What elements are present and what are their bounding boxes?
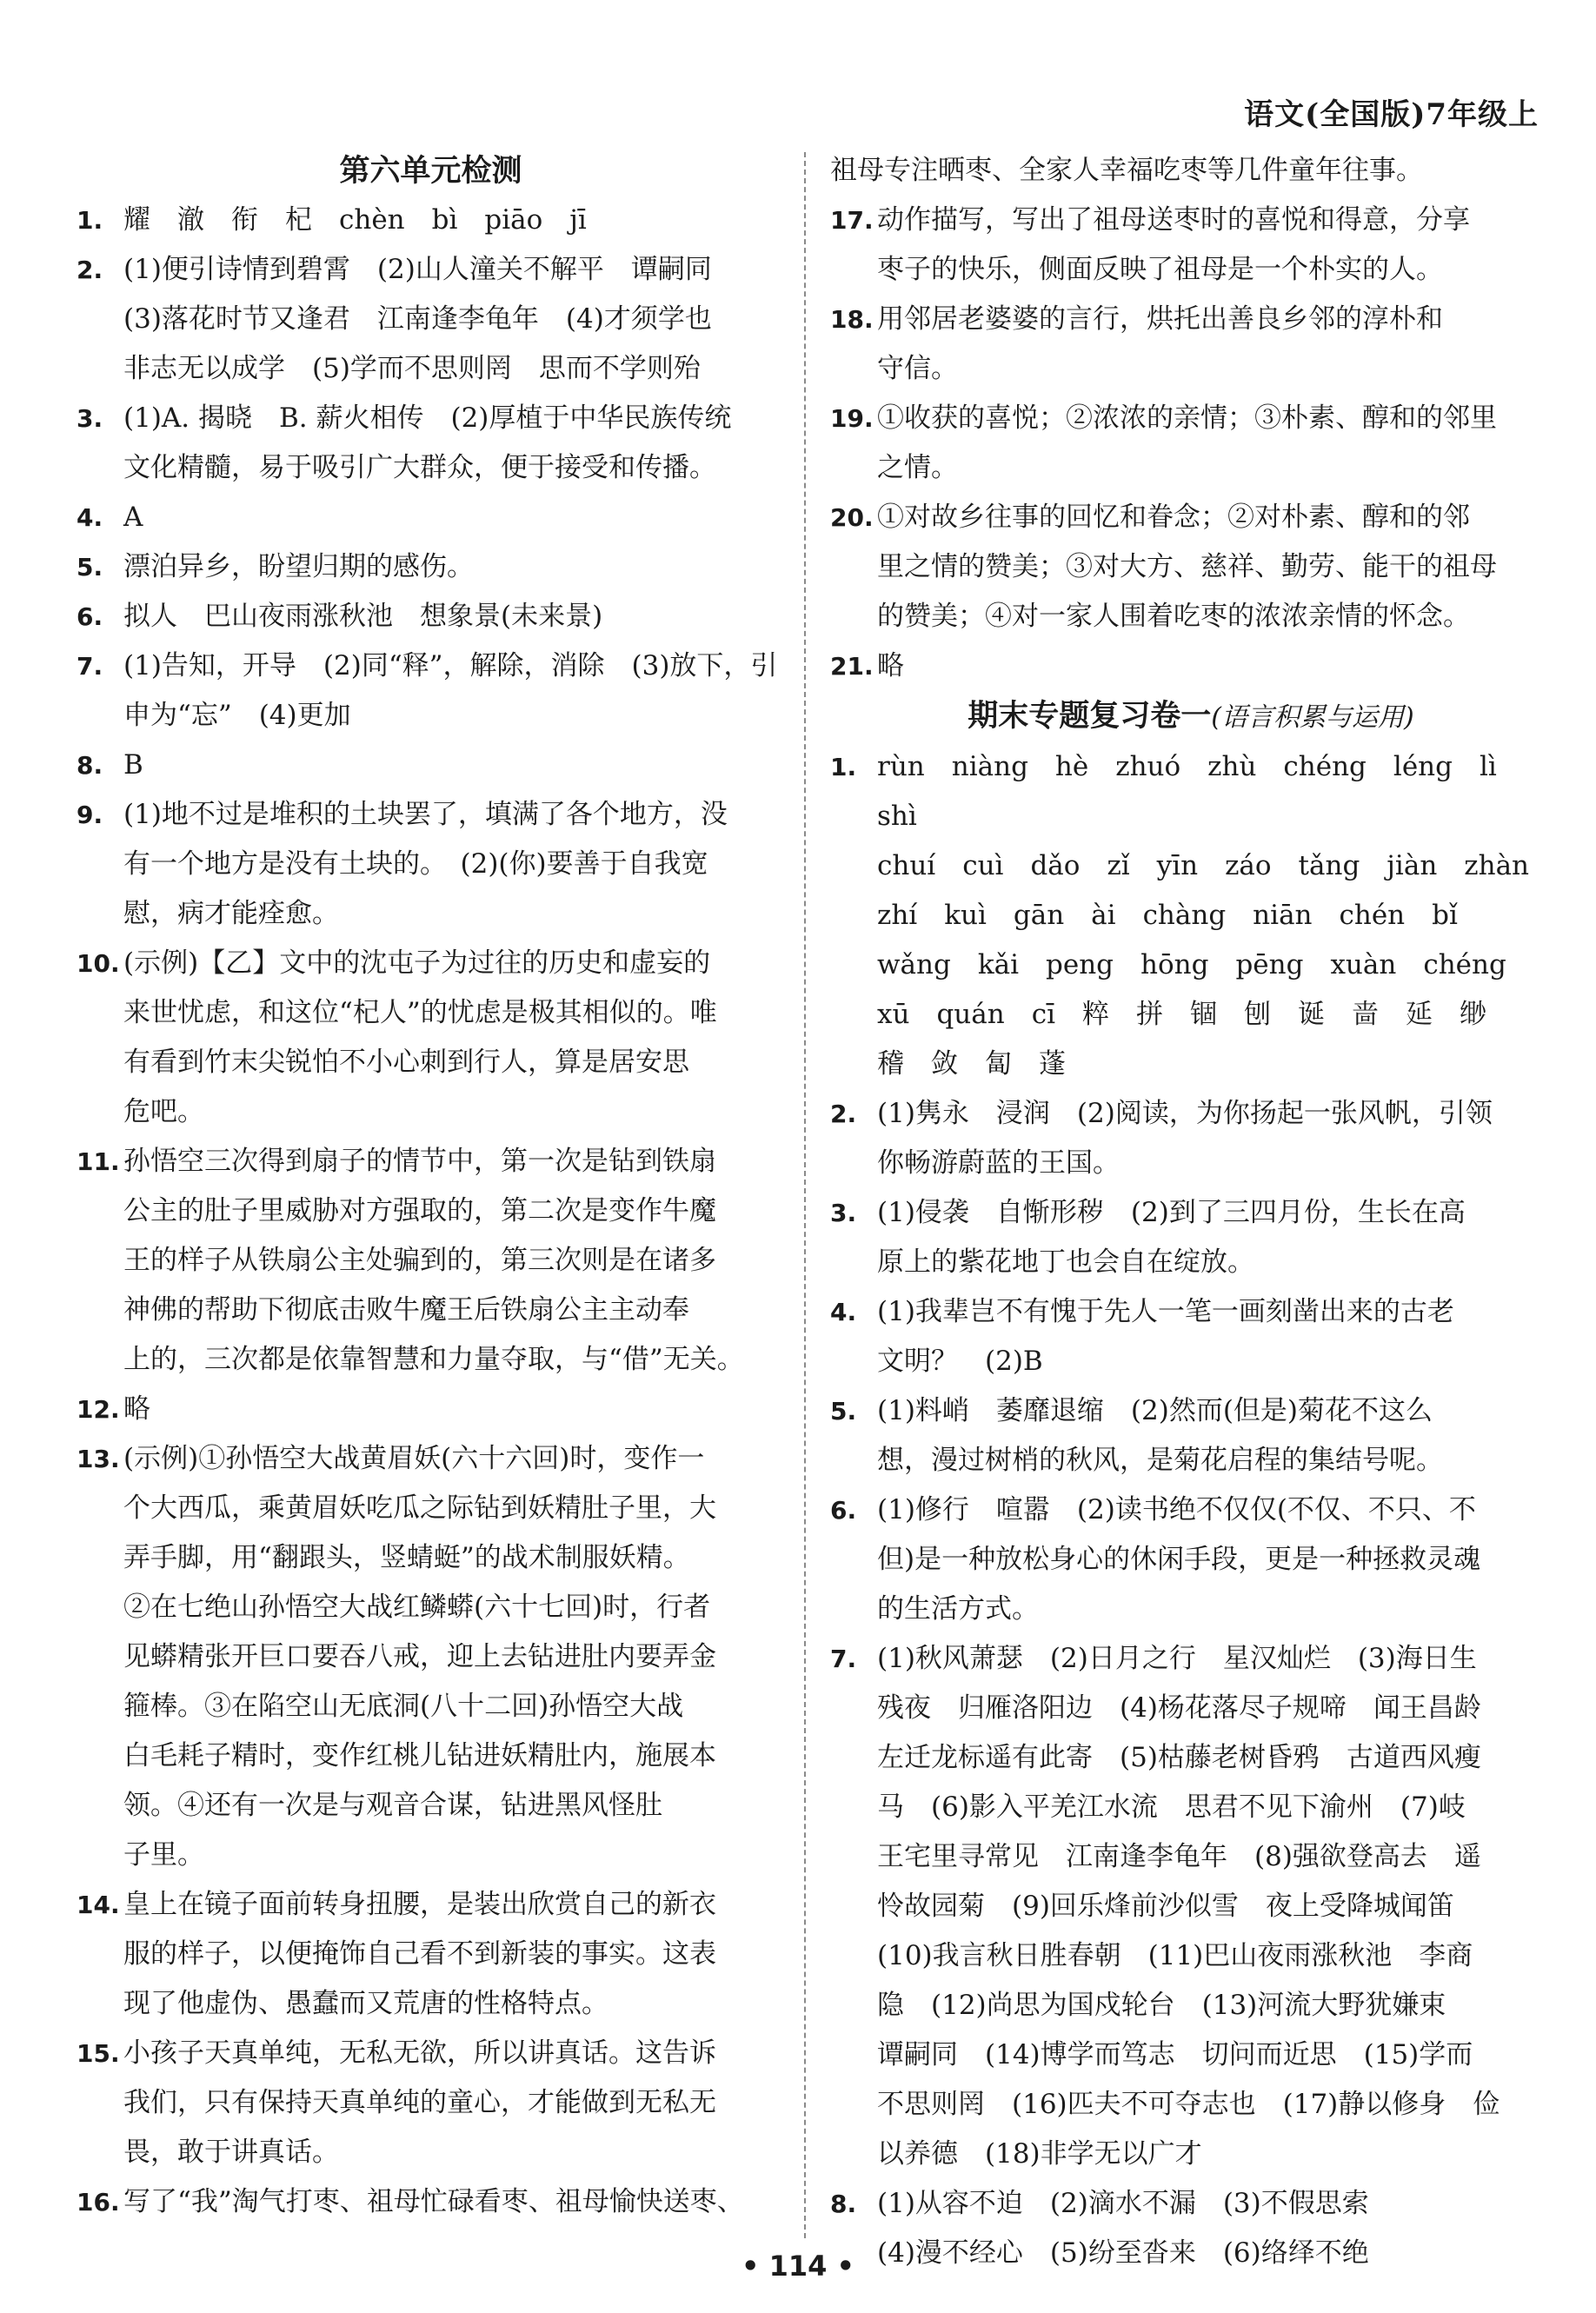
question-number: 5.	[830, 1397, 857, 1426]
answer-text	[123, 741, 785, 790]
answer-line: 的生活方式。	[877, 1593, 1039, 1625]
question-number: 5.	[76, 553, 103, 582]
answer-line: 之情。	[877, 452, 958, 483]
answer-line: ②在七绝山孙悟空大战红鳞蟒(六十七回)时，行者	[123, 1592, 711, 1623]
answer-text	[877, 1089, 1552, 1188]
answer-line: 现了他虚伪、愚蠢而又荒唐的性格特点。	[123, 1988, 608, 2019]
answer-text	[877, 493, 1552, 641]
question-number: 1.	[76, 206, 103, 235]
question-item	[76, 493, 785, 542]
question-number: 17.	[830, 206, 874, 235]
question-item	[830, 742, 1552, 1089]
answer-line: 白毛耗子精时，变作红桃儿钻进妖精肚内，施展本	[123, 1740, 716, 1771]
right-question-list-b	[830, 742, 1552, 2278]
answer-line: (1)修行 喧嚣 (2)读书绝不仅仅(不仅、不只、不	[877, 1494, 1476, 1525]
question-number: 4.	[830, 1298, 857, 1326]
continuation-text: 祖母专注晒枣、全家人幸福吃枣等几件童年往事。	[830, 155, 1423, 186]
answer-text	[877, 1486, 1552, 1634]
answer-line: (1)秋风萧瑟 (2)日月之行 星汉灿烂 (3)海日生	[877, 1643, 1477, 1674]
answer-text	[877, 1188, 1552, 1287]
answer-text	[123, 2177, 785, 2227]
section-title-final-review	[830, 691, 1552, 742]
question-item	[76, 1137, 785, 1385]
answer-line: 有看到竹末尖锐怕不小心刺到行人，算是居安思	[123, 1047, 689, 1078]
question-item	[76, 592, 785, 641]
question-number: 2.	[830, 1100, 857, 1128]
answer-text	[877, 1386, 1552, 1486]
answer-line: 王宅里寻常见 江南逢李龟年 (8)强欲登高去 遥	[877, 1841, 1481, 1872]
answer-line: 耀 澈 衔 杞 chèn bì piāo jī	[123, 204, 587, 236]
column-divider	[804, 152, 806, 2238]
question-number: 8.	[76, 751, 103, 780]
answer-text	[123, 2029, 785, 2177]
answer-line: ①收获的喜悦；②浓浓的亲情；③朴素、醇和的邻里	[877, 402, 1497, 434]
answer-line: (1)隽永 浸润 (2)阅读，为你扬起一张风帆，引领	[877, 1098, 1493, 1129]
question-number: 8.	[830, 2190, 857, 2218]
answer-text	[123, 592, 785, 641]
answer-text	[123, 790, 785, 939]
question-item	[830, 196, 1552, 295]
answer-line: (1)从容不迫 (2)滴水不漏 (3)不假思索	[877, 2188, 1369, 2219]
answer-line: 守信。	[877, 353, 958, 384]
answer-text	[877, 641, 1552, 691]
answer-line: xū quán cī 粹 拼 锢 刨 诞 啬 延 缈	[877, 999, 1486, 1030]
answer-line: (4)漫不经心 (5)纷至沓来 (6)络绎不绝	[877, 2237, 1369, 2269]
question-number: 18.	[830, 305, 874, 334]
question-number: 9.	[76, 801, 103, 829]
answer-line: 皇上在镜子面前转身扭腰，是装出欣赏自己的新衣	[123, 1889, 716, 1920]
section-title-note: (语言积累与运用)	[1211, 702, 1414, 733]
answer-line: (示例)【乙】文中的沈屯子为过往的历史和虚妄的	[123, 947, 711, 979]
answer-text	[123, 196, 785, 245]
answer-line: 想，漫过树梢的秋风，是菊花启程的集结号呢。	[877, 1445, 1443, 1476]
answer-line: 公主的肚子里威胁对方强取的，第二次是变作牛魔	[123, 1195, 716, 1226]
answer-line: 个大西瓜，乘黄眉妖吃瓜之际钻到妖精肚子里，大	[123, 1492, 716, 1524]
question-item	[76, 245, 785, 394]
question-number: 13.	[76, 1445, 120, 1473]
question-number: 19.	[830, 404, 874, 433]
answer-line: rùn niàng hè zhuó zhù chéng léng lì shì	[877, 751, 1524, 832]
question-item	[830, 1634, 1552, 2179]
question-number: 21.	[830, 652, 874, 681]
answer-line: 文化精髓，易于吸引广大群众，便于接受和传播。	[123, 452, 716, 483]
question-item	[830, 1486, 1552, 1634]
answer-line: 箍棒。③在陷空山无底洞(八十二回)孙悟空大战	[123, 1691, 684, 1722]
answer-text	[877, 1634, 1552, 2179]
question-number: 2.	[76, 256, 103, 284]
question-number: 14.	[76, 1891, 120, 1919]
answer-line: 孙悟空三次得到扇子的情节中，第一次是钻到铁扇	[123, 1146, 716, 1177]
answer-line: 的赞美；④对一家人围着吃枣的浓浓亲情的怀念。	[877, 601, 1470, 632]
answer-line: (1)地不过是堆积的土块罢了，填满了各个地方，没	[123, 799, 728, 830]
answer-line: 服的样子，以便掩饰自己看不到新装的事实。这表	[123, 1938, 716, 1970]
answer-line: 我们，只有保持天真单纯的童心，才能做到无私无	[123, 2087, 716, 2118]
question-item	[830, 641, 1552, 691]
question-item	[830, 1386, 1552, 1486]
answer-line: 畏，敢于讲真话。	[123, 2137, 339, 2168]
answer-line: 非志无以成学 (5)学而不思则罔 思而不学则殆	[123, 353, 701, 384]
answer-line: 略	[123, 1393, 150, 1425]
question-item	[830, 295, 1552, 394]
section-title-main: 期末专题复习卷一	[968, 698, 1212, 734]
answer-line: 不思则罔 (16)匹夫不可夺志也 (17)静以修身 俭	[877, 2089, 1500, 2120]
answer-text	[123, 939, 785, 1137]
question-item	[76, 542, 785, 592]
left-column	[76, 146, 785, 2227]
question-item	[76, 1434, 785, 1880]
answer-line: (1)A. 揭晓 B. 薪火相传 (2)厚植于中华民族传统	[123, 402, 732, 434]
answer-line: A	[123, 502, 143, 533]
question-item	[76, 394, 785, 493]
question-item	[76, 1385, 785, 1434]
answer-line: 用邻居老婆婆的言行，烘托出善良乡邻的淳朴和	[877, 303, 1443, 335]
left-question-list	[76, 196, 785, 2227]
answer-line: 怜故园菊 (9)回乐烽前沙似雪 夜上受降城闻笛	[877, 1891, 1454, 1922]
question-number: 4.	[76, 503, 103, 532]
answer-line: (1)料峭 萎靡退缩 (2)然而(但是)菊花不这么	[877, 1395, 1433, 1426]
question-number: 6.	[76, 602, 103, 631]
question-item	[76, 741, 785, 790]
answer-line: 略	[877, 650, 904, 681]
answer-line: (3)落花时节又逢君 江南逢李龟年 (4)才须学也	[123, 303, 712, 335]
question-number: 15.	[76, 2039, 120, 2068]
answer-text	[123, 641, 785, 741]
question-number: 1.	[830, 753, 857, 781]
answer-line: 枣子的快乐，侧面反映了祖母是一个朴实的人。	[877, 254, 1443, 285]
answer-line: 漂泊异乡，盼望归期的感伤。	[123, 551, 474, 582]
answer-line: (1)便引诗情到碧霄 (2)山人潼关不解平 谭嗣同	[123, 254, 712, 285]
right-column	[830, 146, 1552, 2278]
answer-text	[123, 1880, 785, 2029]
question-number: 10.	[76, 949, 120, 978]
answer-line: 稽 敛 匐 蓬	[877, 1048, 1066, 1080]
answer-text	[877, 742, 1552, 1089]
question-number: 16.	[76, 2188, 120, 2217]
question-item	[830, 493, 1552, 641]
section-title-unit6: 第六单元检测	[339, 153, 522, 189]
answer-line: 写了“我”淘气打枣、祖母忙碌看枣、祖母愉快送枣、	[123, 2186, 744, 2217]
answer-line: 文明？ (2)B	[877, 1346, 1043, 1377]
question-item	[76, 196, 785, 245]
question-item	[830, 1287, 1552, 1386]
question-item	[76, 641, 785, 741]
question-item	[76, 2029, 785, 2177]
question-item	[76, 1880, 785, 2029]
answer-line: 拟人 巴山夜雨涨秋池 想象景(未来景)	[123, 601, 603, 632]
answer-line: (10)我言秋日胜春朝 (11)巴山夜雨涨秋池 李商	[877, 1940, 1473, 1971]
question-number: 3.	[76, 404, 103, 433]
answer-line: 见蟒精张开巨口要吞八戒，迎上去钻进肚内要弄金	[123, 1641, 716, 1672]
answer-line: 原上的紫花地丁也会自在绽放。	[877, 1246, 1254, 1278]
answer-line: zhí kuì gān ài chàng niān chén bǐ	[877, 900, 1458, 931]
answer-text	[123, 394, 785, 493]
answer-line: ①对故乡往事的回忆和眷念；②对朴素、醇和的邻	[877, 502, 1470, 533]
answer-line: 有一个地方是没有土块的。 (2)(你)要善于自我宽	[123, 848, 708, 880]
answer-line: 里之情的赞美；③对大方、慈祥、勤劳、能干的祖母	[877, 551, 1497, 582]
question-number: 20.	[830, 503, 874, 532]
answer-line: 隐 (12)尚思为国戍轮台 (13)河流大野犹嫌束	[877, 1990, 1446, 2021]
answer-text	[877, 1287, 1552, 1386]
question-item	[830, 394, 1552, 493]
answer-line: 申为“忘” (4)更加	[123, 700, 351, 731]
answer-line: 谭嗣同 (14)博学而笃志 切问而近思 (15)学而	[877, 2039, 1473, 2070]
answer-text	[123, 542, 785, 592]
answer-line: 子里。	[123, 1839, 204, 1871]
question-number: 7.	[830, 1645, 857, 1673]
answer-text	[877, 295, 1552, 394]
question-number: 12.	[76, 1395, 120, 1424]
question-number: 6.	[830, 1496, 857, 1525]
page-header-title: 语文(全国版)7年级上	[1244, 97, 1539, 132]
answer-line: 慰，病才能痊愈。	[123, 898, 339, 929]
right-question-list-a	[830, 196, 1552, 691]
answer-line: 但)是一种放松身心的休闲手段，更是一种拯救灵魂	[877, 1544, 1481, 1575]
answer-line: 小孩子天真单纯，无私无欲，所以讲真话。这告诉	[123, 2037, 716, 2069]
answer-text	[123, 1385, 785, 1434]
answer-line: 左迁龙标遥有此寄 (5)枯藤老树昏鸦 古道西风瘦	[877, 1742, 1481, 1773]
answer-line: 危吧。	[123, 1096, 204, 1127]
answer-line: chuí cuì dǎo zǐ yīn záo tǎng jiàn zhàn	[877, 850, 1530, 881]
answer-text	[877, 394, 1552, 493]
answer-line: 马 (6)影入平羌江水流 思君不见下渝州 (7)岐	[877, 1791, 1466, 1823]
question-number: 3.	[830, 1199, 857, 1227]
answer-line: 神佛的帮助下彻底击败牛魔王后铁扇公主主动奉	[123, 1294, 689, 1326]
answer-line: 上的，三次都是依靠智慧和力量夺取，与“借”无关。	[123, 1344, 744, 1375]
answer-line: 以养德 (18)非学无以广才	[877, 2138, 1202, 2170]
answer-text	[123, 1434, 785, 1880]
answer-line: 来世忧虑，和这位“杞人”的忧虑是极其相似的。唯	[123, 997, 717, 1028]
page-number: • 114 •	[741, 2250, 855, 2283]
answer-line: (示例)①孙悟空大战黄眉妖(六十六回)时，变作一	[123, 1443, 705, 1474]
answer-line: (1)我辈岂不有愧于先人一笔一画刻凿出来的古老	[877, 1296, 1454, 1327]
answer-line: 动作描写，写出了祖母送枣时的喜悦和得意，分享	[877, 204, 1470, 236]
question-number: 11.	[76, 1147, 120, 1176]
answer-line: 领。④还有一次是与观音合谋，钻进黑风怪肚	[123, 1790, 662, 1821]
answer-line: (1)告知，开导 (2)同“释”，解除，消除 (3)放下，引	[123, 650, 778, 681]
answer-line: 王的样子从铁扇公主处骗到的，第三次则是在诸多	[123, 1245, 716, 1276]
answer-line: wǎng kǎi peng hōng pēng xuàn chéng	[877, 949, 1506, 980]
question-item	[830, 1188, 1552, 1287]
answer-line: 弄手脚，用“翻跟头，竖蜻蜓”的战术制服妖精。	[123, 1542, 690, 1573]
answer-text	[123, 493, 785, 542]
answer-line: B	[123, 749, 143, 781]
answer-text	[123, 245, 785, 394]
question-item	[830, 1089, 1552, 1188]
question-item	[76, 939, 785, 1137]
question-number: 7.	[76, 652, 103, 681]
answer-line: 残夜 归雁洛阳边 (4)杨花落尽子规啼 闻王昌龄	[877, 1692, 1481, 1724]
answer-text	[877, 196, 1552, 295]
answer-text	[123, 1137, 785, 1385]
answer-line: 你畅游蔚蓝的王国。	[877, 1147, 1120, 1179]
question-item	[76, 2177, 785, 2227]
answer-line: (1)侵袭 自惭形秽 (2)到了三四月份，生长在高	[877, 1197, 1466, 1228]
question-item	[76, 790, 785, 939]
